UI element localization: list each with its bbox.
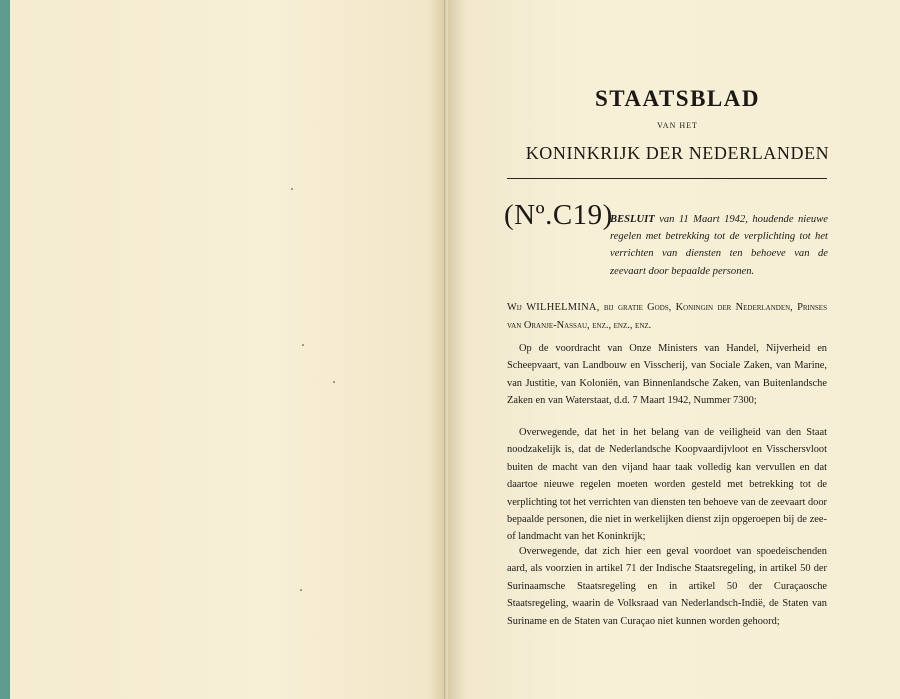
page-title: STAATSBLAD: [595, 86, 760, 111]
kingdom-heading: KONINKRIJK DER NEDERLANDEN: [525, 143, 830, 163]
header-divider: [507, 178, 827, 179]
paper-speck: [333, 381, 335, 383]
decree-number: (Nº.C19): [504, 199, 613, 231]
preamble-wij: Wij: [507, 302, 522, 313]
paragraph-ministers: Op de voordracht van Onze Ministers van Handel, Nijverheid en Scheepvaart, van Landbouw en Visscherij, van Sociale Zaken, van Marine, van Justitie, van Koloniën, van Binnenlandsche Zaken, van Buitenlandsche Zaken en van Waterstaat, d.d. 7 Maart 1942, Nummer 7300;: [507, 343, 827, 407]
decree-summary: [610, 211, 828, 280]
monarch-titles: bij gratie Gods, Koningin der Nederlanden, Prinses van Oranje-Nassau, enz., enz., enz.: [507, 302, 827, 331]
besluit-label: BESLUIT: [610, 214, 655, 225]
paragraph-considering-safety: Overwegende, dat het in het belang van de veiligheid van den Staat noodzakelijk is, dat de Nederlandsche Koopvaardijvloot en Visschersvloot buiten de macht van den vijand haar taak volledig kan vervullen en dat daartoe nieuwe regelen moeten worden gesteld met betrekking tot de verplichting tot het verrichten van diensten ten behoeve van de zeevaart door bepaalde personen, die niet in werkelijken dienst zijn opgeroepen bij de zee- of landmacht van het Koninkrijk;: [507, 427, 827, 543]
paragraph-considering-urgency: Overwegende, dat zich hier een geval voordoet van spoedeischenden aard, als voorzien in artikel 71 der Indische Staatsregeling, in artikel 50 der Surinaamsche Staatsregeling en in artikel 50 der Curaçaosche Staatsregeling, waarin de Volksraad van Nederlandsch-Indië, de Staten van Suriname en de Staten van Curaçao niet kunnen worden gehoord;: [507, 546, 827, 627]
royal-preamble: [507, 299, 827, 334]
title-connector: VAN HET: [657, 121, 698, 130]
paper-speck: [300, 589, 302, 591]
monarch-name: WILHELMINA,: [526, 302, 600, 313]
left-page: [10, 0, 446, 699]
paper-speck: [291, 188, 293, 190]
besluit-text: van 11 Maart 1942, houdende nieuwe regelen met betrekking tot de verplichting tot het verrichten van diensten ten behoeve van de zeevaart door bepaalde personen.: [610, 214, 828, 277]
paper-speck: [302, 344, 304, 346]
